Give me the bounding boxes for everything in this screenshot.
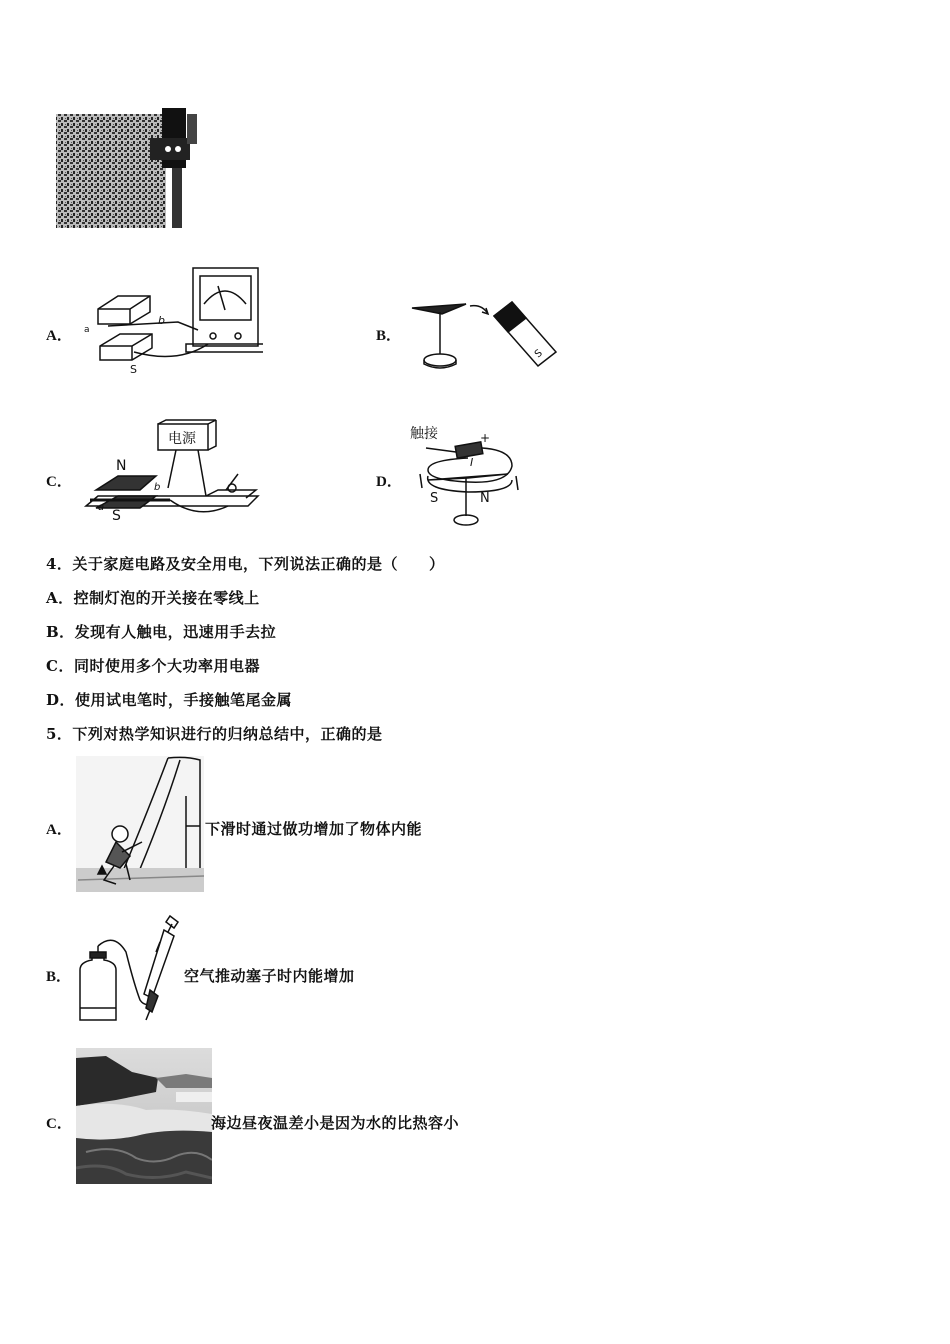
option-c-label: C． <box>46 474 72 490</box>
plus-sign: + <box>480 431 491 445</box>
q5-option-b-letter: B． <box>46 969 72 985</box>
option-a-label: A． <box>46 328 72 344</box>
figure-bottle-pump <box>74 912 186 1024</box>
figure-seaside-photo <box>76 1048 212 1184</box>
top-noisy-image <box>52 108 202 234</box>
question-5-stem: 5．下列对热学知识进行的归纳总结中，正确的是 <box>46 725 383 743</box>
letter-a-c: a <box>98 502 105 513</box>
letter-a: a <box>84 325 90 335</box>
question-4-option-d: D．使用试电笔时，手接触笔尾金属 <box>46 691 293 709</box>
q5-option-a-letter: A． <box>46 822 72 838</box>
power-source-label: 电源 <box>168 431 196 447</box>
option-d-label: D． <box>376 474 402 490</box>
figure-slide-child <box>76 756 204 892</box>
q5-option-c-letter: C． <box>46 1116 72 1132</box>
question-4-option-c: C．同时使用多个大功率用电器 <box>46 657 260 675</box>
touch-label: 触接 <box>410 426 438 442</box>
q5-option-b-text: 空气推动塞子时内能增加 <box>184 967 355 985</box>
question-4-stem: 4．关于家庭电路及安全用电，下列说法正确的是（ ） <box>46 555 445 573</box>
letter-s-bottom: S <box>112 508 121 524</box>
letter-b: b <box>158 314 165 327</box>
figure-oersted-compass <box>408 418 528 530</box>
letter-n-d: N <box>480 491 490 506</box>
question-4-option-b: B．发现有人触电，迅速用手去拉 <box>46 623 277 641</box>
letter-s: S <box>130 363 137 374</box>
option-b-label: B． <box>376 328 402 344</box>
letter-n: N <box>116 458 127 474</box>
figure-magnet-galvanometer <box>78 264 263 374</box>
figure-compass-magnet <box>408 294 558 374</box>
letter-b-c: b <box>154 482 161 493</box>
q5-option-a-text: 下滑时通过做功增加了物体内能 <box>205 820 423 838</box>
letter-s-d: S <box>430 491 439 506</box>
q5-option-c-text: 海边昼夜温差小是因为水的比热容小 <box>211 1114 460 1132</box>
figure-motor-circuit <box>78 418 268 524</box>
letter-s-magnet: S <box>532 347 545 361</box>
question-4-option-a: A．控制灯泡的开关接在零线上 <box>46 589 260 607</box>
current-label: I <box>470 456 474 469</box>
